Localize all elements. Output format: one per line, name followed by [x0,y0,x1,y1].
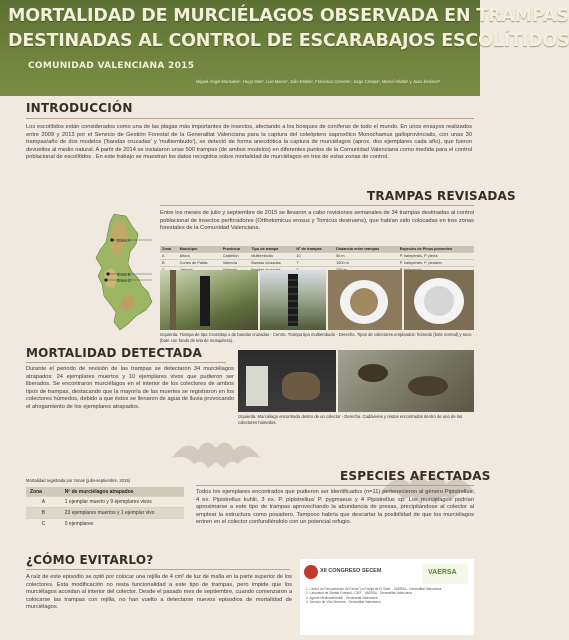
bat-remains-photo [338,350,474,412]
table-cell: 50 m [334,253,398,260]
table-cell: A [26,497,61,508]
traps-table [160,246,474,273]
table-cell: 10 [294,253,334,260]
bat-in-collector-photo [238,350,336,412]
traps-header-cell: Tipo de trampa [249,246,294,253]
mortality-table-title: Mortalidad registrada por zonas (julio-septiembre, 2015) [26,478,131,483]
affiliation-notes [306,587,468,605]
avoid-text: A raíz de este episodio se optó por colocar una rejilla de 4 cm² de luz de malla en la parte superior de los colectores. Esta modificación no resta funcionalidad a este tipo de trampas, pero impide que los murciélagos accedan al interior del colector. Desde el pasado mes de septiembre, cuando comenzaron a colocarse las trampas con rejilla, no han vuelto a detectarse nuevos episodios de mortalidad de murciélagos. [26,574,292,611]
mortality-title: MORTALIDAD DETECTADA [26,346,203,360]
table-cell: Cortes de Pallás [178,260,221,267]
collector-label [246,366,268,406]
affiliation-note: 2. Laboratori de Sanitat Forestal - CIEF - VAERSA - Generalitat Valenciana [306,591,412,596]
crosstrap-shape [200,276,210,326]
zone-b-label: Zona B [117,272,131,277]
table-cell: 7 [294,260,334,267]
table-cell: 0 ejemplares [61,519,184,530]
table-cell: Multiembudo [249,253,294,260]
traps-caption: Izquierda. Trampa de tipo Crosstrap o de bandas cruzadas - Centro. Trampa tipo multiembudo - Derecha. Tipos de colectores empleados: húmedo (bote normal) y seco (bote con fondo de tela de mosquitera). [160,332,472,343]
secem-logo-icon [304,565,318,579]
table-cell: 1500 m [334,260,398,267]
traps-header-cell: Provincia [221,246,250,253]
crosstrap-photo [160,270,258,330]
multifunnel-photo [260,270,326,330]
tree-trunk [170,270,176,330]
traps-header-cell: Distancia entre trampas [334,246,398,253]
intro-divider [26,118,474,119]
table-cell: Altura [178,253,221,260]
table-row [26,497,184,508]
mortality-table [26,487,184,529]
mortality-divider [26,362,226,363]
bat-body [282,372,320,400]
avoid-divider [26,569,290,570]
collector-liquid [350,288,378,316]
table-row [160,260,474,267]
bat-remains [358,364,388,382]
table-cell: A [160,253,178,260]
table-cell: P. halepensis, P. pinea [398,253,474,260]
mortality-table-header [26,487,184,497]
intro-title: INTRODUCCIÓN [26,101,133,115]
table-cell: Valencia [221,260,250,267]
table-cell: Castellón [221,253,250,260]
species-text: Todos los ejemplares encontrados que pudieron ser identificados (n=11) pertenecieron al género Pipistrellus: 4 ex. Pipistrellus kuhlii, 3 ex. P. pipistrellus/ P. pygmaeus y 4 Pipistrellus sp. Los murciélagos podrían aproximarse a este tipo de trampas aprovechando la abundancia de presas, precipitándose al colector al emplear la estructura como posadero. Tampoco habría que descartar la posibilidad de que los murciélagos entren en el colector confundiéndolo con un potencial refugio. [196,489,474,526]
traps-title: TRAMPAS REVISADAS [367,189,516,203]
dry-collector-photo [404,270,474,330]
affiliation-note: 1. Centro de Recuperación de Fauna 'La Granja de El Saler' - VAERSA - Generalitat Valenciana [306,587,442,591]
collector-mesh [424,286,454,316]
table-cell: 23 ejemplares muertos y 1 ejemplar vivo [61,508,184,519]
table-row [26,519,184,530]
zone-c-label: Zona C [117,278,131,283]
poster-subtitle: COMUNIDAD VALENCIANA 2015 [28,61,195,71]
bat-silhouette [168,428,264,488]
table-cell: B [26,508,61,519]
table-cell: P. halepensis, P. pinaster [398,260,474,267]
multifunnel-shape [288,274,298,326]
table-cell: C [26,519,61,530]
traps-header-cell: Nº de trampas [294,246,334,253]
zone-a-label: Zona A [117,238,131,243]
authors-line: Miguel Ángel Monsalve¹, Hugo Mas², Luis Marco¹, Julio Estela¹, Francisco Cervera¹, Jorge Crespo¹, Marcel Vilalta¹ y Juan Jiménez³ [196,79,441,84]
table-cell: 1 ejemplar muerto y 9 ejemplares vivos [61,497,184,508]
poster-title-line2: DESTINADAS AL CONTROL DE ESCARABAJOS ESCOLÍTIDOS [8,31,569,51]
mortality-text: Durante el periodo de revisión de las trampas se detectaron 34 murciélagos atrapados: 24 ejemplares muertos y 10 ejemplares vivos que pudieron ser liberados. Se encontraron murciélagos en el interior de los colectores de ambos tipos de trampas, destacando que la mayoría de las muertes se registraron en los colectores húmedos, debido a que éstos se llenaron de agua de lluvia provocando el ahogamiento de los ejemplares atrapados. [26,366,234,410]
logos-panel [300,559,474,635]
avoid-title: ¿CÓMO EVITARLO? [26,553,154,567]
traps-header-cell: Municipio [178,246,221,253]
table-cell: Bandas cruzadas [249,260,294,267]
table-row [160,253,474,260]
bat-remains [408,376,448,396]
traps-divider [160,205,474,206]
traps-text: Entre los meses de julio y septiembre de 2015 se llevaron a cabo revisiones semanales de 34 trampas destinadas al control poblacional de insectos perforadores (Orthotomicus erosus y Tomicus destruens), que habían sido colocadas en tres zonas forestales de la Comunidad Valenciana. [160,210,474,232]
traps-header-cell: Especies de Pinus presentes [398,246,474,253]
affiliation-note: 3. Agente Medioambiental - Generalitat Valenciana [306,595,378,600]
poster-title-line1: MORTALIDAD DE MURCIÉLAGOS OBSERVADA EN TRAMPAS [8,6,569,26]
species-divider [196,485,474,486]
intro-text: Los escolítidos están considerados como una de las plagas más importantes de insectos, afectando a los bosques de coníferas de todo el mundo. En unos ensayos realizados entre 2009 y 2013 por el Servicio de Gestión Forestal de la Generalitat Valenciana para la captura del coleóptero saproxílico Monochamus galloprovincialis, con unas 30 trampas/año de dos modelos ('bandas cruzadas' y 'multiembudo'), se detectó de forma anecdótica la captura de murciélagos (aprox. dos ejemplares cada año), que fueron devueltos al medio natural. A partir de 2014 se instalaron unas 500 trampas (de ambos modelos) en diferentes puntos de la Comunidad Valenciana como medida para el control poblacional de escolítidos . En este trabajo se muestran los datos recogidos sobre mortalidad de murciélagos en tres de estas zonas de control. [26,124,472,161]
table-row [26,508,184,519]
congress-logo-text: XII CONGRESO SECEM [320,568,382,574]
mortality-header-cell: Zona [26,487,61,497]
wet-collector-photo [328,270,402,330]
traps-header-cell: Zona [160,246,178,253]
mortality-photo-caption: Izquierda. Murciélago encontrado dentro de un colector - Derecha. Cadáveres y restos encontrados dentro de uno de los colectores húmedos. [238,414,463,425]
affiliation-note: 4. Servicio de Vida Silvestre - Generalitat Valenciana [306,600,381,605]
table-cell: B [160,260,178,267]
species-title: ESPECIES AFECTADAS [340,469,491,483]
mortality-header-cell: Nº de murciélagos atrapados [61,487,184,497]
vaersa-logo-text: VAERSA [428,569,457,576]
